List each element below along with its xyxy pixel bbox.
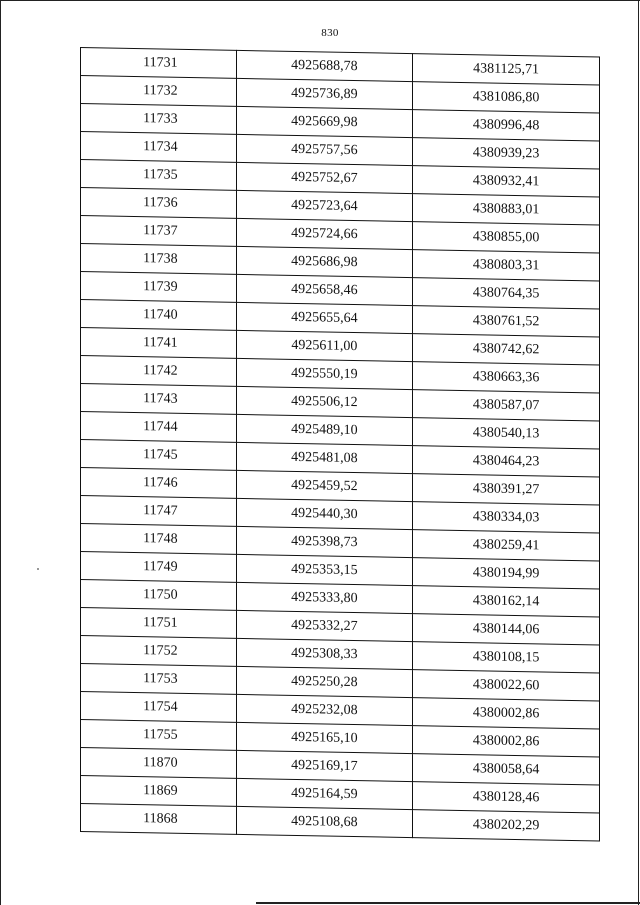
y-coordinate-cell: 4380194,99 [413,558,600,589]
x-coordinate-cell: 4925688,78 [236,50,412,81]
scan-right-edge [638,0,639,905]
x-coordinate-cell: 4925611,00 [236,330,412,361]
y-coordinate-cell: 4380464,23 [413,446,600,477]
y-coordinate-cell: 4380058,64 [413,754,600,785]
point-id-cell: 11731 [81,48,237,79]
y-coordinate-cell: 4380391,27 [413,474,600,505]
point-id-cell: 11739 [81,272,237,303]
point-id-cell: 11740 [81,300,237,331]
x-coordinate-cell: 4925723,64 [236,190,412,221]
y-coordinate-cell: 4380162,14 [413,586,600,617]
x-coordinate-cell: 4925655,64 [236,302,412,333]
point-id-cell: 11742 [81,356,237,387]
point-id-cell: 11753 [81,664,237,695]
coordinates-table-body [81,48,600,842]
y-coordinate-cell: 4380761,52 [413,306,600,337]
y-coordinate-cell: 4380259,41 [413,530,600,561]
point-id-cell: 11734 [81,132,237,163]
x-coordinate-cell: 4925658,46 [236,274,412,305]
y-coordinate-cell: 4380108,15 [413,642,600,673]
coordinates-table-container [80,47,600,842]
point-id-cell: 11869 [81,776,237,807]
point-id-cell: 11750 [81,580,237,611]
x-coordinate-cell: 4925669,98 [236,106,412,137]
point-id-cell: 11735 [81,160,237,191]
x-coordinate-cell: 4925550,19 [236,358,412,389]
y-coordinate-cell: 4380587,07 [413,390,600,421]
point-id-cell: 11752 [81,636,237,667]
y-coordinate-cell: 4380128,46 [413,782,600,813]
x-coordinate-cell: 4925164,59 [236,778,412,809]
point-id-cell: 11733 [81,104,237,135]
y-coordinate-cell: 4380883,01 [413,194,600,225]
y-coordinate-cell: 4380742,62 [413,334,600,365]
point-id-cell: 11749 [81,552,237,583]
x-coordinate-cell: 4925724,66 [236,218,412,249]
y-coordinate-cell: 4380002,86 [413,726,600,757]
point-id-cell: 11870 [81,748,237,779]
x-coordinate-cell: 4925398,73 [236,526,412,557]
x-coordinate-cell: 4925481,08 [236,442,412,473]
y-coordinate-cell: 4380002,86 [413,698,600,729]
point-id-cell: 11746 [81,468,237,499]
x-coordinate-cell: 4925232,08 [236,694,412,725]
x-coordinate-cell: 4925108,68 [236,806,412,837]
point-id-cell: 11754 [81,692,237,723]
y-coordinate-cell: 4380540,13 [413,418,600,449]
point-id-cell: 11737 [81,216,237,247]
x-coordinate-cell: 4925169,17 [236,750,412,781]
point-id-cell: 11741 [81,328,237,359]
scan-top-edge [0,0,640,1]
scan-left-edge [0,0,1,905]
y-coordinate-cell: 4380939,23 [413,138,600,169]
x-coordinate-cell: 4925332,27 [236,610,412,641]
coordinates-table [80,47,600,842]
x-coordinate-cell: 4925686,98 [236,246,412,277]
point-id-cell: 11747 [81,496,237,527]
y-coordinate-cell: 4380764,35 [413,278,600,309]
y-coordinate-cell: 4380334,03 [413,502,600,533]
y-coordinate-cell: 4380663,36 [413,362,600,393]
x-coordinate-cell: 4925440,30 [236,498,412,529]
x-coordinate-cell: 4925333,80 [236,582,412,613]
y-coordinate-cell: 4380144,06 [413,614,600,645]
point-id-cell: 11745 [81,440,237,471]
x-coordinate-cell: 4925752,67 [236,162,412,193]
point-id-cell: 11755 [81,720,237,751]
scan-bottom-edge [256,902,640,904]
x-coordinate-cell: 4925736,89 [236,78,412,109]
x-coordinate-cell: 4925506,12 [236,386,412,417]
y-coordinate-cell: 4380932,41 [413,166,600,197]
x-coordinate-cell: 4925489,10 [236,414,412,445]
page-number: 830 [321,27,339,39]
point-id-cell: 11868 [81,804,237,835]
y-coordinate-cell: 4380803,31 [413,250,600,281]
point-id-cell: 11748 [81,524,237,555]
x-coordinate-cell: 4925165,10 [236,722,412,753]
point-id-cell: 11744 [81,412,237,443]
point-id-cell: 11736 [81,188,237,219]
x-coordinate-cell: 4925353,15 [236,554,412,585]
point-id-cell: 11743 [81,384,237,415]
x-coordinate-cell: 4925459,52 [236,470,412,501]
y-coordinate-cell: 4381125,71 [413,54,600,85]
y-coordinate-cell: 4380855,00 [413,222,600,253]
y-coordinate-cell: 4381086,80 [413,82,600,113]
point-id-cell: 11751 [81,608,237,639]
y-coordinate-cell: 4380022,60 [413,670,600,701]
x-coordinate-cell: 4925757,56 [236,134,412,165]
y-coordinate-cell: 4380202,29 [413,810,600,841]
point-id-cell: 11732 [81,76,237,107]
x-coordinate-cell: 4925250,28 [236,666,412,697]
y-coordinate-cell: 4380996,48 [413,110,600,141]
x-coordinate-cell: 4925308,33 [236,638,412,669]
scan-speck [37,568,39,570]
point-id-cell: 11738 [81,244,237,275]
